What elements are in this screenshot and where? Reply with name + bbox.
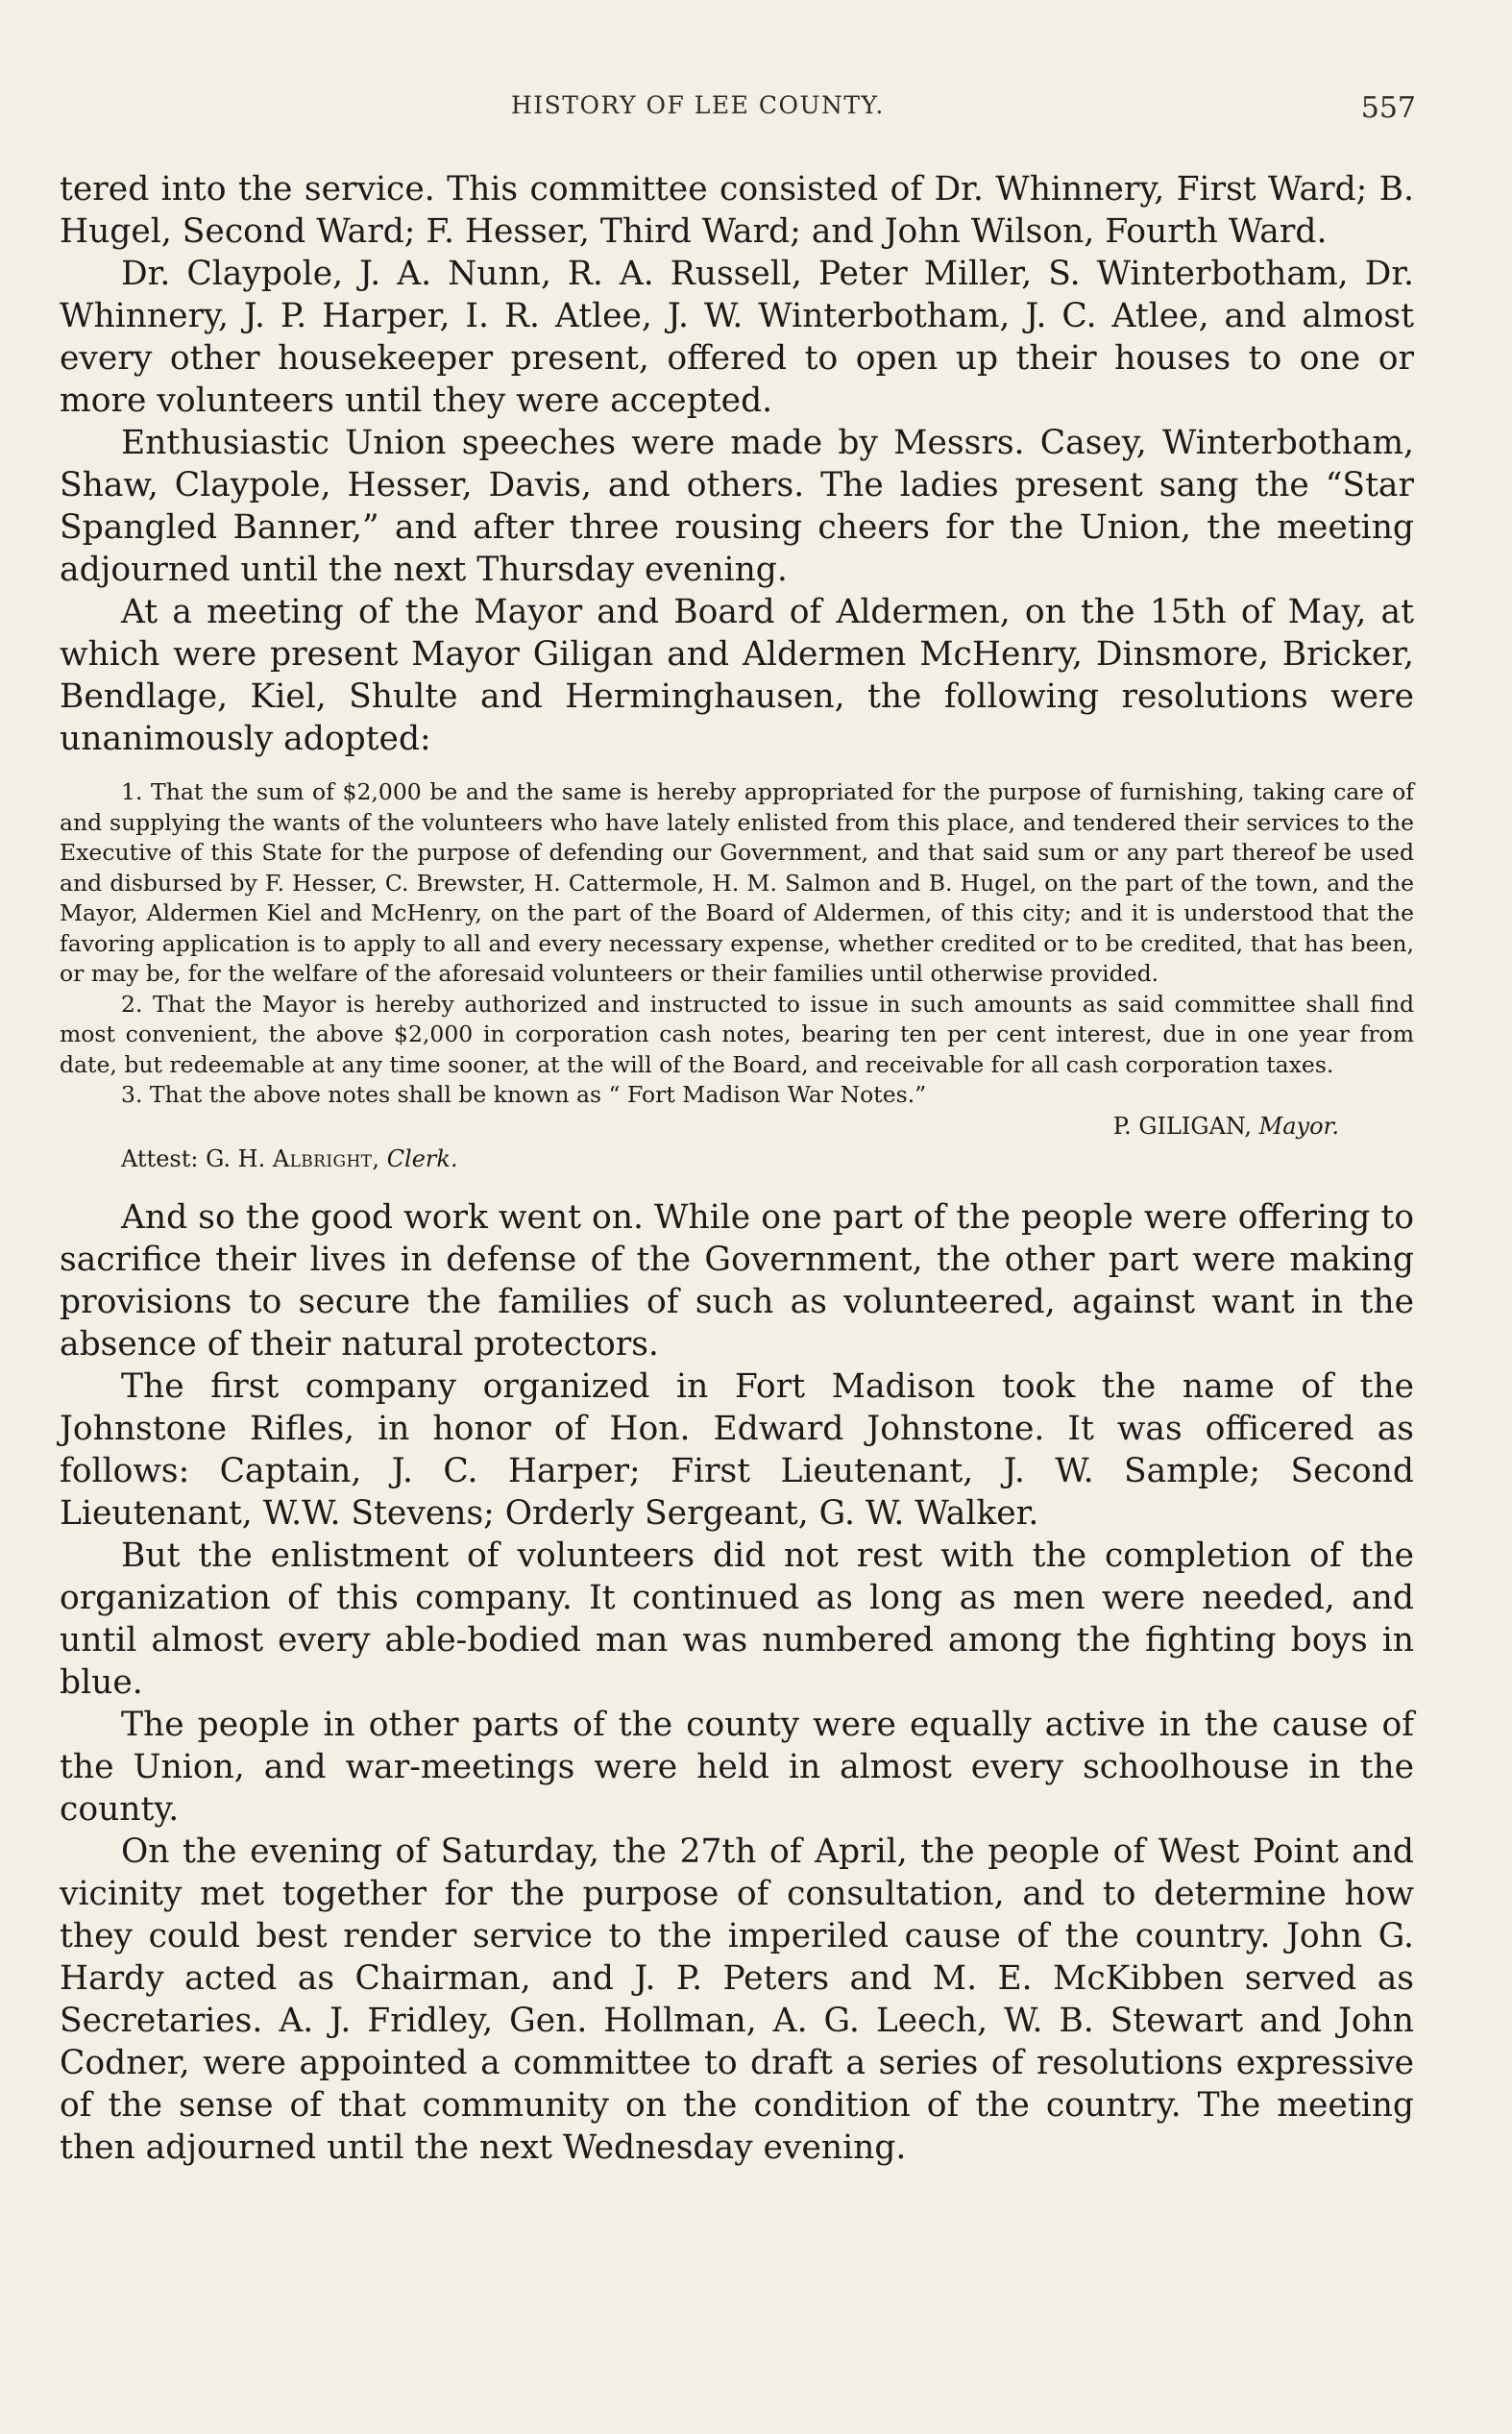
- signature-title: Mayor.: [1258, 1112, 1339, 1140]
- resolution-1: 1. That the sum of $2,000 be and the same is hereby appropriated for the purpose of furnishing, taking care of and supplying the wants of the volunteers who have lately enlisted from this place, and tendered their services to the Executive of this State for the purpose of defending our Government, and that said sum or any part thereof be used and disbursed by F. Hesser, C. Brewster, H. Cattermole, H. M. Salmon and B. Hugel, on the part of the town, and the Mayor, Aldermen Kiel and McHenry, on the part of the Board of Aldermen, of this city; and it is understood that the favoring application is to apply to all and every necessary expense, whether credited or to be credited, that has been, or may be, for the welfare of the aforesaid volunteers or their families until otherwise provided.: [60, 778, 1414, 987]
- paragraph-aldermen-meeting: At a meeting of the Mayor and Board of Aldermen, on the 15th of May, at which were present Mayor Giligan and Aldermen McHenry, Dinsmore, Bricker, Bendlage, Kiel, Shulte and Herminghausen, the following resolutions were unanimously adopted:: [60, 593, 1414, 758]
- resolutions-block: [60, 777, 1414, 1175]
- resolution-2: 2. That the Mayor is hereby authorized and instructed to issue in such amounts as said committee shall find most convenient, the above $2,000 in corporation cash notes, bearing ten per cent interest, due in one year from date, but redeemable at any time sooner, at the will of the Board, and receivable for all cash corporation taxes.: [60, 990, 1414, 1078]
- attest-name: Albright: [272, 1144, 373, 1172]
- paragraph-west-point: On the evening of Saturday, the 27th of April, the people of West Point and vicinity met together for the purpose of consultation, and to determine how they could best render service to the imperiled cause of the country. John G. Hardy acted as Chairman, and J. P. Peters and M. E. McKibben served as Secretaries. A. J. Fridley, Gen. Hollman, A. G. Leech, W. B. Stewart and John Codner, were appointed a committee to draft a series of resolutions expressive of the sense of that community on the condition of the country. The meeting then adjourned until the next Wednesday evening.: [60, 1832, 1414, 2167]
- attest-label: Attest: G. H.: [121, 1144, 273, 1172]
- paragraph-speeches: Enthusiastic Union speeches were made by Messrs. Casey, Winterbotham, Shaw, Claypole, Hesser, Davis, and others. The ladies present sang the “Star Spangled Banner,” and after three rousing cheers for the Union, the meeting adjourned until the next Thursday evening.: [60, 424, 1414, 589]
- paragraph-housekeepers: Dr. Claypole, J. A. Nunn, R. A. Russell, Peter Miller, S. Winterbotham, Dr. Whinnery, J. P. Harper, I. R. Atlee, J. W. Winterbotham, J. C. Atlee, and almost every other housekeeper present, offered to open up their houses to one or more volunteers until they were accepted.: [60, 255, 1414, 420]
- page-header: [60, 91, 1416, 130]
- paragraph-enlistment: But the enlistment of volunteers did not rest with the completion of the organization of this company. It continued as long as men were needed, and until almost every able-bodied man was numbered among the fighting boys in blue.: [60, 1536, 1414, 1702]
- page-body: [60, 168, 1414, 2169]
- paragraph-county-meetings: The people in other parts of the county were equally active in the cause of the Union, and war-meetings were held in almost every schoolhouse in the county.: [60, 1705, 1414, 1829]
- page-number: 557: [1360, 91, 1416, 125]
- running-head: HISTORY OF LEE COUNTY.: [511, 91, 885, 119]
- paragraph-committee: tered into the service. This committee consisted of Dr. Whinnery, First Ward; B. Hugel, Second Ward; F. Hesser, Third Ward; and John Wilson, Fourth Ward.: [60, 170, 1414, 251]
- resolution-3: 3. That the above notes shall be known as “ Fort Madison War Notes.”: [121, 1081, 927, 1108]
- signature-name: P. GILIGAN,: [1112, 1112, 1259, 1140]
- attest-line: Attest: G. H. Albright, Clerk.: [121, 1144, 458, 1172]
- mayor-signature: [60, 1111, 1414, 1143]
- attest-title: Clerk.: [386, 1144, 458, 1172]
- paragraph-good-work: And so the good work went on. While one part of the people were offering to sacrifice their lives in defense of the Government, the other part were making provisions to secure the families of such as volunteered, against want in the absence of their natural protectors.: [60, 1197, 1414, 1364]
- paragraph-johnstone-rifles: The first company organized in Fort Madison took the name of the Johnstone Rifles, in honor of Hon. Edward Johnstone. It was officered as follows: Captain, J. C. Harper; First Lieutenant, J. W. Sample; Second Lieutenant, W.W. Stevens; Orderly Sergeant, G. W. Walker.: [60, 1366, 1414, 1533]
